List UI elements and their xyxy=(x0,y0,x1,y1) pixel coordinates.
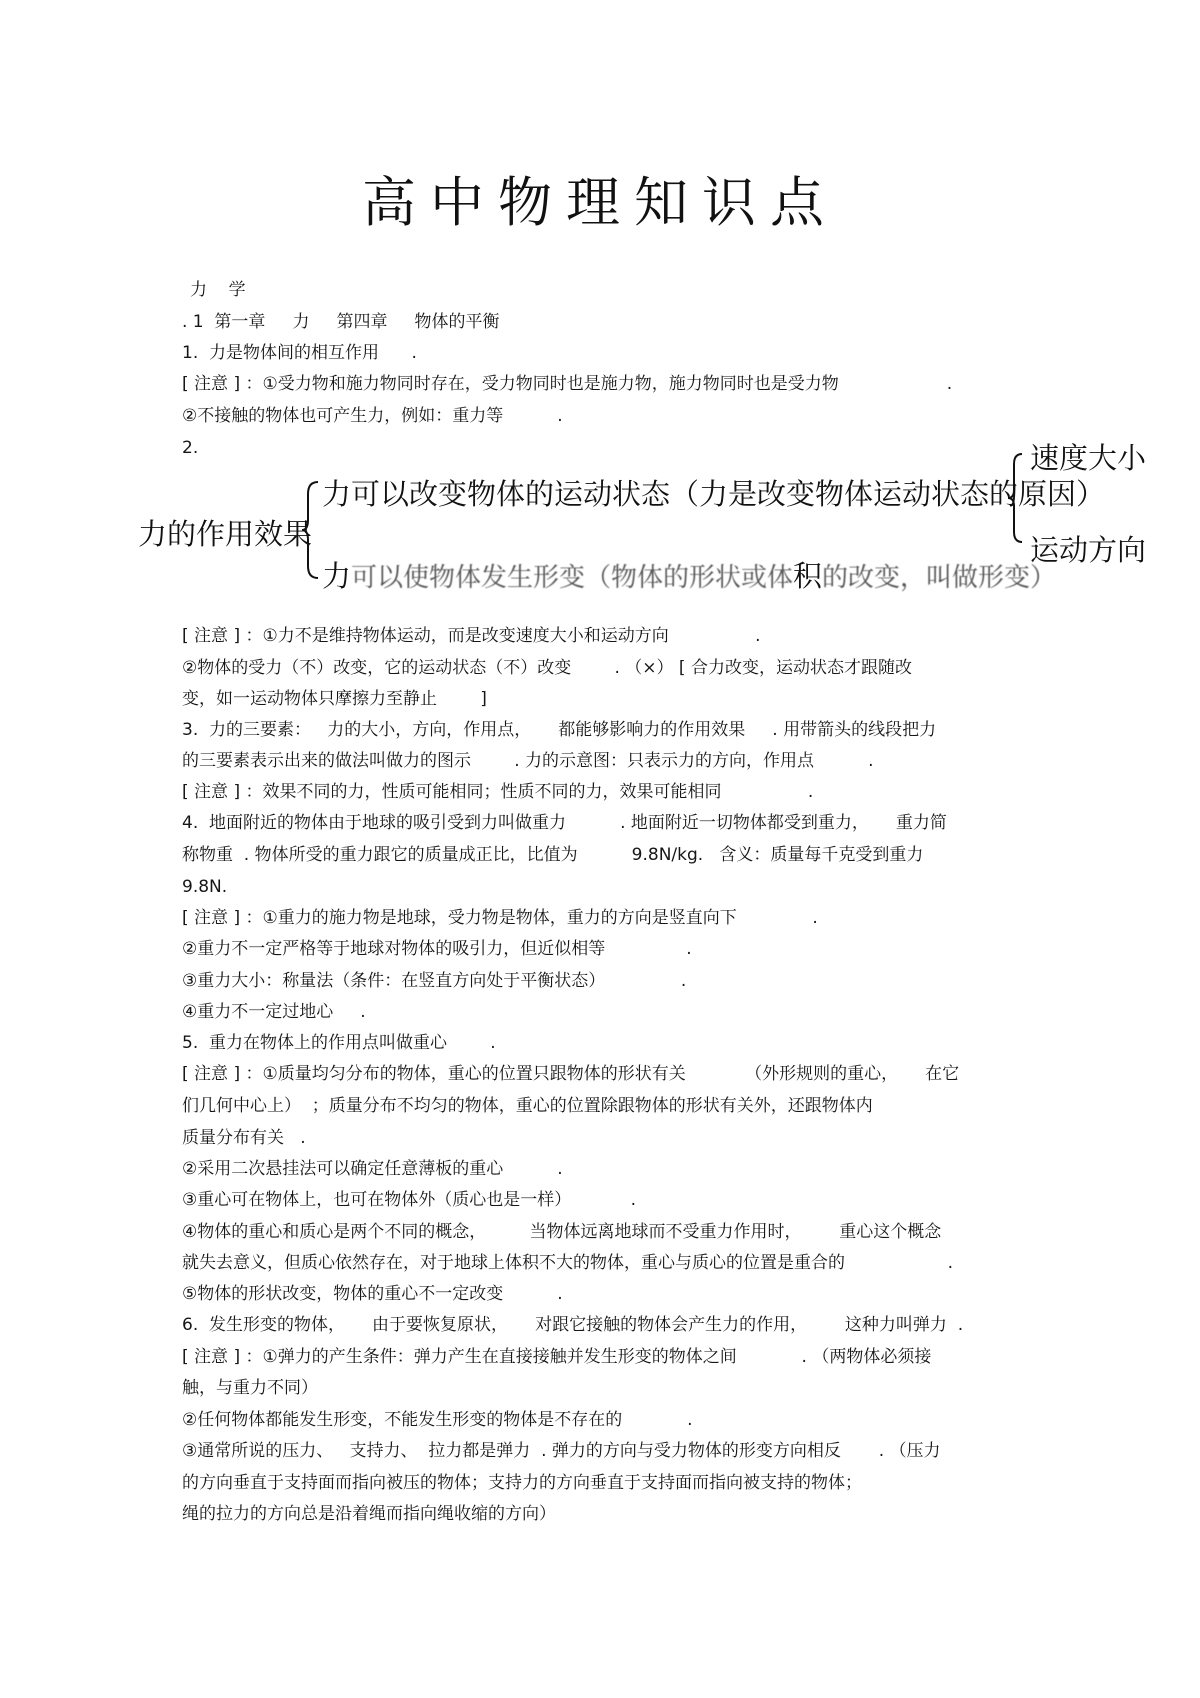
text-line: 称物重 . 物体所受的重力跟它的质量成正比，比值为 9.8N/kg. 含义：质量每千克受到重力 xyxy=(182,845,924,865)
text-line: 的三要素表示出来的做法叫做力的图示 . 力的示意图：只表示力的方向，作用点 . xyxy=(182,751,874,771)
text-line: ③重力大小：称量法（条件：在竖直方向处于平衡状态） . xyxy=(182,971,687,991)
text-line: ④物体的重心和质心是两个不同的概念， 当物体远离地球而不受重力作用时， 重心这个概念 xyxy=(182,1222,942,1242)
text-line: [ 注意 ] ：效果不同的力，性质可能相同；性质不同的力，效果可能相同 . xyxy=(182,782,814,802)
text-line: ②采用二次悬挂法可以确定任意薄板的重心 . xyxy=(182,1159,563,1179)
text-line: 们几何中心上） ；质量分布不均匀的物体，重心的位置除跟物体的形状有关外，还跟物体内 xyxy=(182,1096,873,1116)
text-line: 变，如一运动物体只摩擦力至静止 ] xyxy=(182,689,487,709)
text-line: [ 注意 ] ：①弹力的产生条件：弹力产生在直接接触并发生形变的物体之间 . （两物体必须接 xyxy=(182,1347,932,1367)
branch-overlay-char: 积 xyxy=(793,559,823,593)
text-line: 1. 力是物体间的相互作用 . xyxy=(182,343,417,363)
diagram-branch-deformation xyxy=(322,558,1056,596)
text-line: [ 注意 ] ：①重力的施力物是地球，受力物是物体，重力的方向是竖直向下 . xyxy=(182,908,818,928)
text-line: ②不接触的物体也可产生力，例如：重力等 . xyxy=(182,406,563,426)
text-line: [ 注意 ] ：①力不是维持物体运动，而是改变速度大小和运动方向 . xyxy=(182,626,761,646)
text-line: ②重力不一定严格等于地球对物体的吸引力，但近似相等 . xyxy=(182,939,692,959)
text-line: 触，与重力不同） xyxy=(182,1378,318,1398)
text-line: 2. xyxy=(182,438,199,458)
right-brace-icon xyxy=(1006,452,1026,544)
text-line: 的方向垂直于支持面而指向被压的物体；支持力的方向垂直于支持面而指向被支持的物体； xyxy=(182,1473,862,1493)
text-line: 绳的拉力的方向总是沿着绳而指向绳收缩的方向） xyxy=(182,1504,556,1524)
text-line: ②物体的受力（不）改变，它的运动状态（不）改变 . （×） [ 合力改变，运动状态才跟随改 xyxy=(182,658,912,678)
text-line: ④重力不一定过地心 . xyxy=(182,1002,366,1022)
left-brace-icon xyxy=(300,480,322,580)
diagram-root-label: 力的作用效果 xyxy=(138,517,313,551)
text-line: 3. 力的三要素： 力的大小，方向，作用点， 都能够影响力的作用效果 . 用带箭头的线段把力 xyxy=(182,720,937,740)
text-line: ⑤物体的形状改变，物体的重心不一定改变 . xyxy=(182,1284,563,1304)
text-line: 6. 发生形变的物体， 由于要恢复原状， 对跟它接触的物体会产生力的作用， 这种力叫弹力 . xyxy=(182,1315,964,1335)
text-line: ③通常所说的压力、 支持力、 拉力都是弹力 . 弹力的方向与受力物体的形变方向相反 . （压力 xyxy=(182,1441,941,1461)
text-line: 质量分布有关 . xyxy=(182,1128,306,1148)
text-line: ③重心可在物体上，也可在物体外（质心也是一样） . xyxy=(182,1190,637,1210)
text-line: [ 注意 ] ：①受力物和施力物同时存在，受力物同时也是施力物，施力物同时也是受力物 . xyxy=(182,374,953,394)
diagram-branch-motion: 力可以改变物体的运动状态（力是改变物体运动状态的原因） xyxy=(322,477,1106,511)
branch-text: 可以使物体发生形变（物体的形状或体 xyxy=(351,563,794,593)
text-line: [ 注意 ] ：①质量均匀分布的物体，重心的位置只跟物体的形状有关 （外形规则的重心， 在它 xyxy=(182,1064,960,1084)
text-line: 就失去意义，但质心依然存在，对于地球上体积不大的物体，重心与质心的位置是重合的 . xyxy=(182,1253,954,1273)
text-line: 9.8N. xyxy=(182,877,228,897)
diagram-sub-direction: 运动方向 xyxy=(1030,533,1147,567)
text-line: ②任何物体都能发生形变，不能发生形变的物体是不存在的 . xyxy=(182,1410,693,1430)
page-title: 高中物理知识点 xyxy=(362,171,838,234)
branch-prefix: 力 xyxy=(322,559,352,593)
diagram-sub-speed: 速度大小 xyxy=(1030,441,1147,475)
text-line: 4. 地面附近的物体由于地球的吸引受到力叫做重力 . 地面附近一切物体都受到重力， 重力简 xyxy=(182,813,947,833)
text-line: 5. 重力在物体上的作用点叫做重心 . xyxy=(182,1033,496,1053)
section-heading: 力 学 xyxy=(190,280,246,300)
chapter-heading: . 1 第一章 力 第四章 物体的平衡 xyxy=(182,312,500,332)
branch-suffix: 的改变，叫做形变） xyxy=(822,563,1057,593)
